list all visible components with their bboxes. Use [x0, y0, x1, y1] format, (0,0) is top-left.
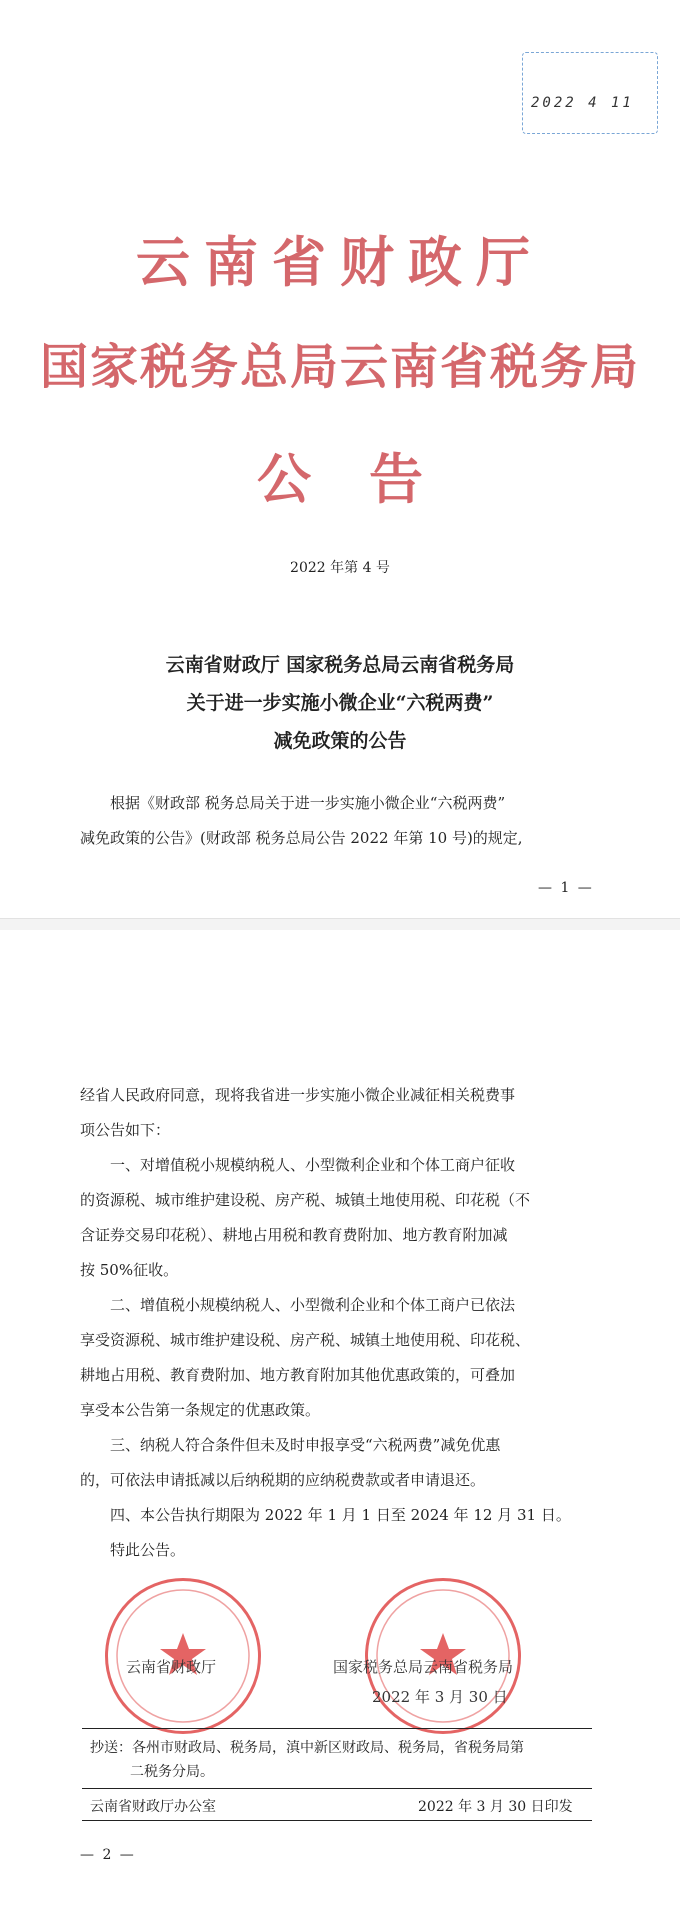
- body-line: 经省人民政府同意，现将我省进一步实施小微企业减征相关税费事: [80, 1086, 516, 1104]
- signer-finance: 云南省财政厅: [126, 1658, 217, 1676]
- header-org-tax: 国家税务总局云南省税务局: [39, 339, 640, 395]
- cc-line: 抄送：各州市财政局、税务局，滇中新区财政局、税务局，省税务局第: [90, 1740, 524, 1756]
- cc-block: [90, 1736, 590, 1784]
- body-text-page2: [80, 1078, 600, 1568]
- body-line: 的，可依法申请抵减以后纳税期的应纳税费款或者申请退还。: [80, 1471, 486, 1489]
- document-number: 2022 年第 4 号: [290, 560, 390, 576]
- signer-tax: 国家税务总局云南省税务局: [333, 1658, 514, 1676]
- document-page-1: [0, 0, 680, 920]
- header-announcement: 公告: [257, 447, 481, 511]
- issuing-office: 云南省财政厅办公室: [90, 1799, 216, 1815]
- received-date-handwriting: 2022 4 11: [531, 95, 634, 111]
- page-number-1: — 1 —: [538, 880, 594, 896]
- body-line: 根据《财政部 税务总局关于进一步实施小微企业“六税两费”: [110, 794, 506, 812]
- header-org-finance: 云南省财政厅: [136, 230, 544, 294]
- body-line: 享受本公告第一条规定的优惠政策。: [80, 1401, 321, 1419]
- signing-date: 2022 年 3 月 30 日: [372, 1688, 508, 1706]
- received-date-stamp: [522, 52, 658, 134]
- body-line: 减免政策的公告》(财政部 税务总局公告 2022 年第 10 号)的规定,: [80, 829, 523, 847]
- cc-top-rule: [82, 1728, 592, 1729]
- body-line: 一、对增值税小规模纳税人、小型微利企业和个体工商户征收: [110, 1156, 516, 1174]
- body-line: 项公告如下：: [80, 1121, 171, 1139]
- body-line: 二、增值税小规模纳税人、小型微利企业和个体工商户已依法: [110, 1296, 516, 1314]
- title-line-3: 减免政策的公告: [273, 730, 407, 752]
- body-line: 的资源税、城市维护建设税、房产税、城镇土地使用税、印花税（不: [80, 1191, 531, 1209]
- title-line-2: 关于进一步实施小微企业“六税两费”: [186, 692, 494, 714]
- body-line: 按 50%征收。: [80, 1261, 179, 1279]
- body-text-page1: [80, 786, 600, 856]
- footer-rule: [82, 1820, 592, 1821]
- body-line: 四、本公告执行期限为 2022 年 1 月 1 日至 2024 年 12 月 31 日。: [110, 1506, 571, 1524]
- document-page-2: [0, 930, 680, 1923]
- page-number-2: — 2 —: [80, 1847, 136, 1863]
- cc-line: 二税务分局。: [130, 1764, 214, 1780]
- print-date: 2022 年 3 月 30 日印发: [418, 1799, 573, 1815]
- title-line-1: 云南省财政厅 国家税务总局云南省税务局: [165, 654, 515, 676]
- body-line: 耕地占用税、教育费附加、地方教育附加其他优惠政策的，可叠加: [80, 1366, 516, 1384]
- cc-bottom-rule: [82, 1788, 592, 1789]
- body-line: 特此公告。: [110, 1541, 186, 1559]
- body-line: 享受资源税、城市维护建设税、房产税、城镇土地使用税、印花税、: [80, 1331, 531, 1349]
- body-line: 三、纳税人符合条件但未及时申报享受“六税两费”减免优惠: [110, 1436, 501, 1454]
- body-line: 含证券交易印花税）、耕地占用税和教育费附加、地方教育附加减: [80, 1226, 508, 1244]
